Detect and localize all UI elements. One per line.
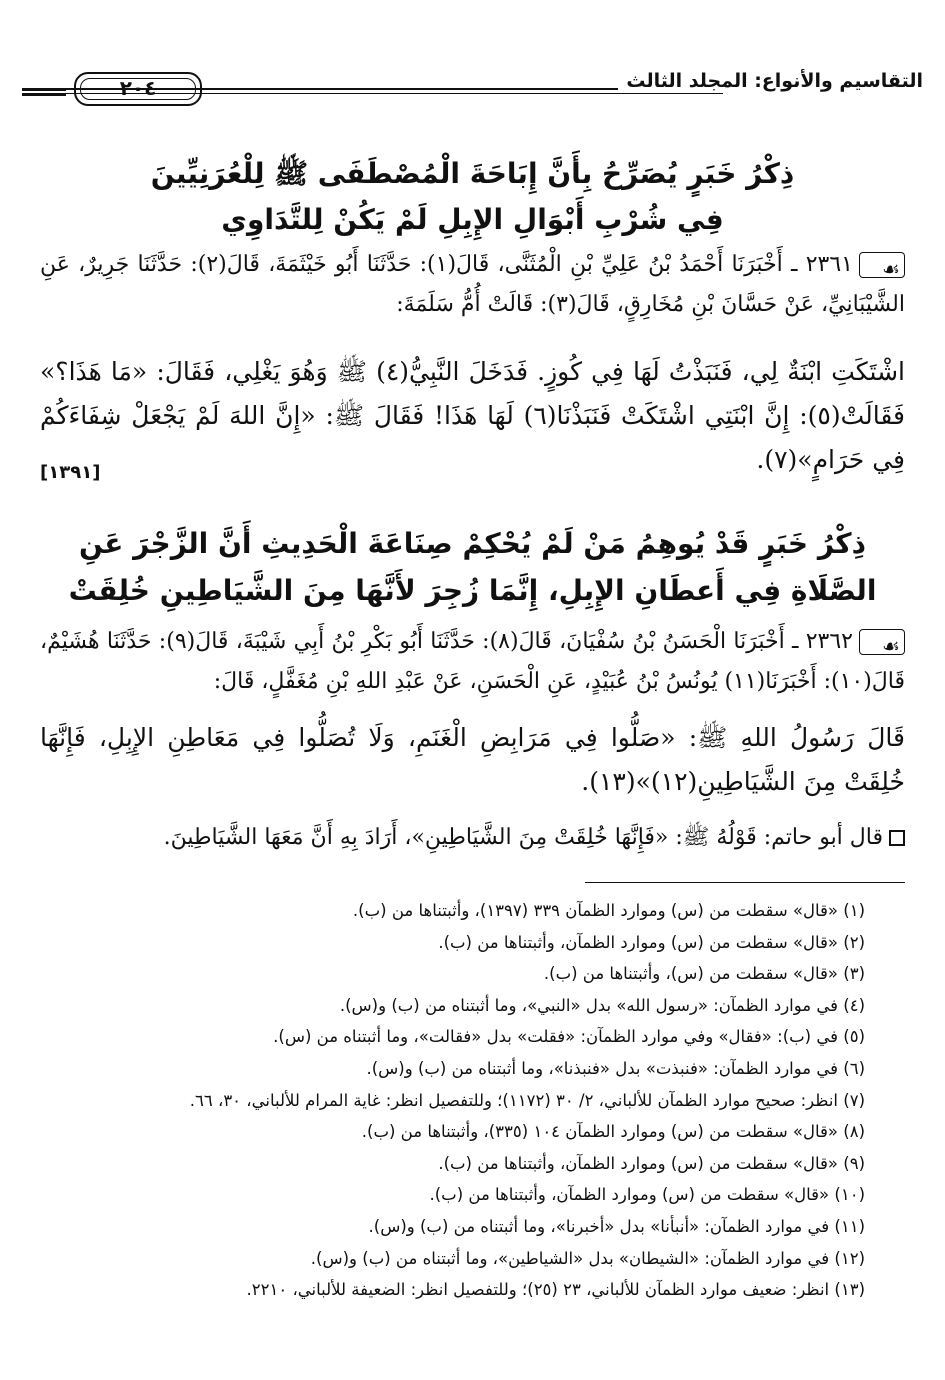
hadith-2362-isnad (40, 622, 905, 702)
header-left-rule (22, 89, 66, 96)
hadith-2362-isnad-text: ٢٣٦٢ ـ أَخْبَرَنَا الْحَسَنُ بْنُ سُفْيَانَ، قَالَ(٨): حَدَّثَنَا أَبُو بَكْرِ بْنُ أَبِي شَيْبَةَ، قَالَ(٩): حَدَّثَنَا هُشَيْمٌ، قَالَ(١٠): أَخْبَرَنَا(١١) يُونُسُ بْنُ عُبَيْدٍ، عَنِ الْحَسَنِ، عَنْ عَبْدِ اللهِ بْنِ مُغَفَّلٍ، قَالَ: (40, 629, 905, 694)
footnote-1: (١) «قال» سقطت من (س) وموارد الظمآن ٣٣٩ (١٣٩٧)، وأثبتناها من (ب). (352, 901, 865, 920)
footnote-2: (٢) «قال» سقطت من (س) وموارد الظمآن، وأثبتناها من (ب). (438, 932, 865, 952)
reference-number-1391: [١٣٩١] (40, 462, 101, 483)
hadith-sign-icon (859, 629, 905, 655)
footnote-13: (١٣) انظر: ضعيف موارد الظمآن للألباني، ٢٣ (٢٥)؛ وللتفصيل انظر: الضعيفة للألباني، ٢٢١٠. (246, 1280, 865, 1300)
footnote-10: (١٠) «قال» سقطت من (س) وموارد الظمآن، وأثبتناها من (ب). (429, 1185, 865, 1205)
chapter-heading-1-line-1: ذِكْرُ خَبَرٍ يُصَرِّحُ بِأَنَّ إِبَاحَةَ الْمُصْطَفَى ﷺ لِلْعُرَنِيِّينَ (150, 157, 795, 190)
abu-hatim-note (40, 818, 905, 858)
hadith-2361-isnad-text: ٢٣٦١ ـ أَخْبَرَنَا أَحْمَدُ بْنُ عَلِيِّ بْنِ الْمُثَنَّى، قَالَ(١): حَدَّثَنَا أَبُو خَيْثَمَةَ، قَالَ(٢): حَدَّثَنَا جَرِيرٌ، عَنِ الشَّيْبَانِيِّ، عَنْ حَسَّانَ بْنِ مُخَارِقٍ، قَالَ(٣): قَالَتْ أُمُّ سَلَمَةَ: (40, 252, 905, 317)
note-square-icon (889, 830, 905, 846)
hadith-2362-matn: قَالَ رَسُولُ اللهِ ﷺ: «صَلُّوا فِي مَرَابِضِ الْغَنَمِ، وَلَا تُصَلُّوا فِي مَعَاطِنِ الإِبِلِ، فَإِنَّهَا خُلِقَتْ مِنَ الشَّيَاطِينِ(١٢)»(١٣). (40, 723, 905, 796)
abu-hatim-note-text: قال أبو حاتم: قَوْلُهُ ﷺ: «فَإِنَّهَا خُلِقَتْ مِنَ الشَّيَاطِينِ»، أَرَادَ بِهِ أَنَّ مَعَهَا الشَّيَاطِينَ. (163, 825, 883, 850)
chapter-heading-2-line-2: الصَّلَاةِ فِي أَعطَانِ الإِبِلِ، إِنَّمَا زُجِرَ لأَنَّهَا مِنَ الشَّيَاطِينِ خُلِقَتْ (68, 574, 877, 607)
footnote-6: (٦) في موارد الظمآن: «فنبذت» بدل «فنبذنا»، وما أثبتناه من (ب) و(س). (366, 1058, 865, 1078)
footnote-8: (٨) «قال» سقطت من (س) وموارد الظمآن ١٠٤ (٣٣٥)، وأثبتناها من (ب). (361, 1122, 865, 1142)
footnote-4: (٤) في موارد الظمآن: «رسول الله» بدل «النبي»، وما أثبتناه من (ب) و(س). (339, 995, 865, 1015)
chapter-heading-1-line-2: فِي شُرْبِ أَبْوَالِ الإِبِلِ لَمْ يَكُنْ لِلتَّدَاوِي (221, 203, 724, 236)
hadith-2361-matn: اشْتَكَتِ ابْنَةٌ لِي، فَنَبَذْتُ لَهَا فِي كُوزٍ. فَدَخَلَ النَّبِيُّ(٤) ﷺ وَهُوَ يَغْلِي، فَقَالَ: «مَا هَذَا؟» فَقَالَتْ(٥): إِنَّ ابْنَتِي اشْتَكَتْ فَنَبَذْنَا(٦) لَهَا هَذَا! فَقَالَ ﷺ: «إِنَّ اللهَ لَمْ يَجْعَلْ شِفَاءَكُمْ فِي حَرَامٍ»(٧). (40, 357, 905, 474)
footnote-12: (١٢) في موارد الظمآن: «الشيطان» بدل «الشياطين»، وما أثبتناه من (ب) و(س). (310, 1248, 865, 1268)
page-number-frame (74, 72, 202, 106)
footnote-5: (٥) في (ب): «فقال» وفي موارد الظمآن: «فقلت» بدل «فقالت»، وما أثبتناه من (س). (273, 1027, 865, 1047)
page-header (22, 62, 923, 120)
page-number: ٢٠٤ (119, 76, 157, 100)
footnote-7: (٧) انظر: صحيح موارد الظمآن للألباني، ٢/ ٣٠ (١١٧٢)؛ وللتفصيل انظر: غاية المرام للألباني، ٣٠، ٦٦. (189, 1090, 865, 1110)
chapter-heading-2-line-1: ذِكْرُ خَبَرٍ قَدْ يُوهِمُ مَنْ لَمْ يُحْكِمْ صِنَاعَةَ الْحَدِيثِ أَنَّ الزَّجْرَ عَنِ (79, 527, 866, 560)
footnotes-list (40, 895, 865, 1306)
running-title: التقاسيم والأنواع: المجلد الثالث (618, 70, 923, 92)
hadith-sign-icon (859, 252, 905, 278)
footnote-3: (٣) «قال» سقطت من (س)، وأثبتناها من (ب). (543, 964, 865, 984)
footnote-11: (١١) في موارد الظمآن: «أنبأنا» بدل «أخبرنا»، وما أثبتناه من (ب) و(س). (368, 1216, 865, 1236)
hadith-2361-isnad (40, 245, 905, 325)
footnote-separator (585, 882, 905, 883)
footnote-9: (٩) «قال» سقطت من (س) وموارد الظمآن، وأثبتناها من (ب). (438, 1153, 865, 1173)
